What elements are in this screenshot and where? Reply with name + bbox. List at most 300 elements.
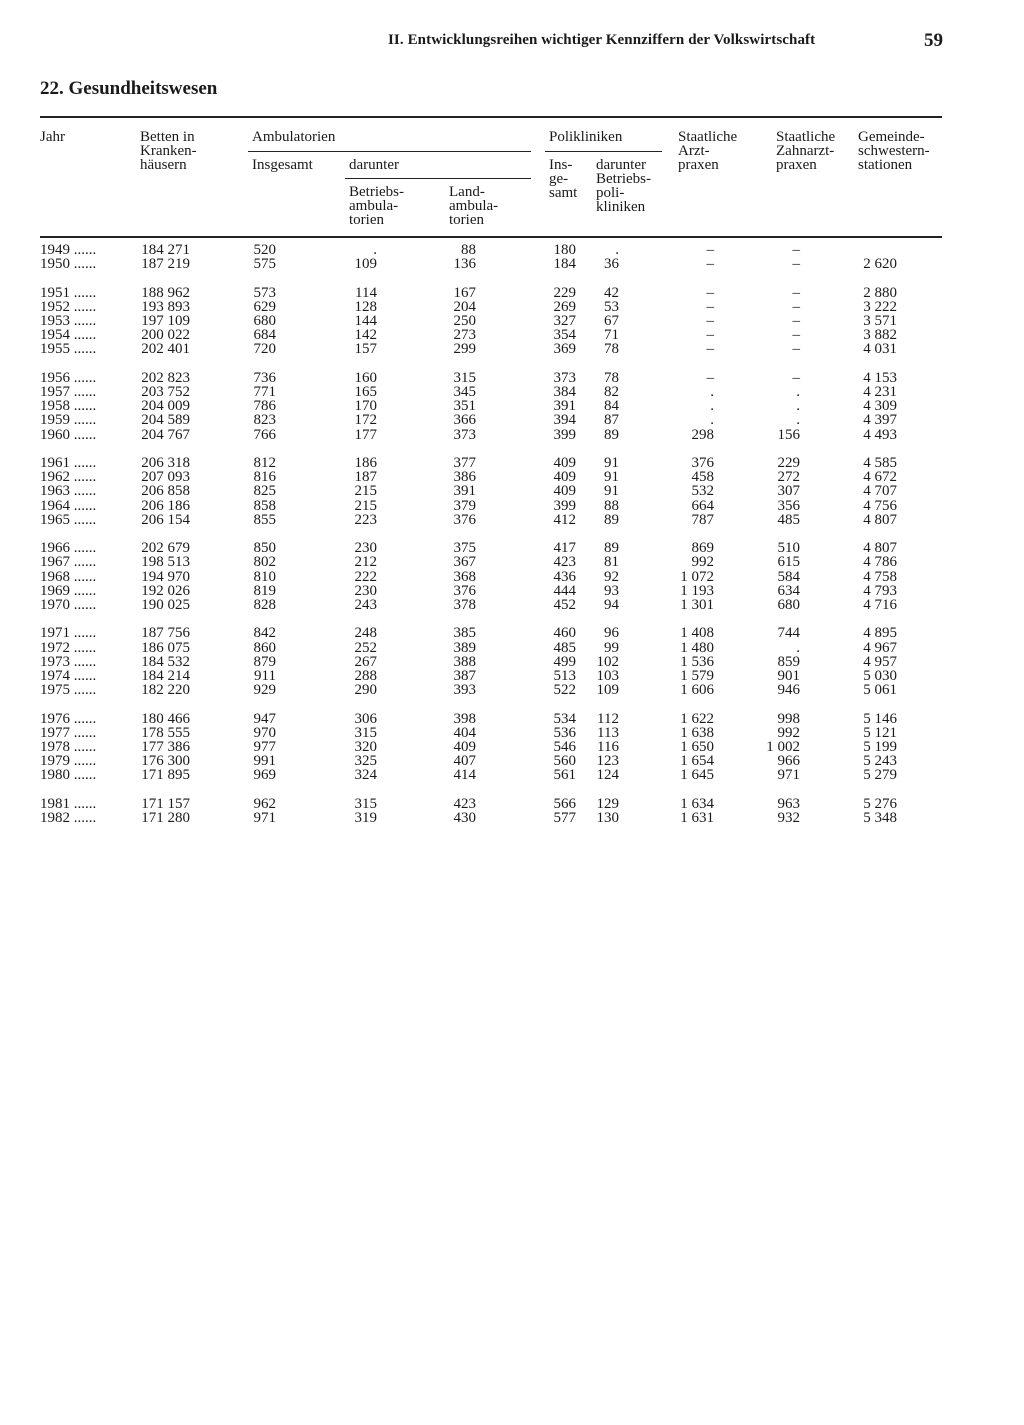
cell-year: 1957 ...... xyxy=(40,384,97,400)
cell-zahnarztpraxen: – xyxy=(792,284,800,301)
cell-betten: 171 280 xyxy=(141,810,190,826)
cell-ambulatorien: 819 xyxy=(253,582,276,599)
col-header-arztpraxen: Staatliche Arzt- praxen xyxy=(678,129,738,173)
cell-zahnarztpraxen: 485 xyxy=(777,511,800,528)
cell-polikliniken: 327 xyxy=(553,313,576,329)
cell-arztpraxen: 1 645 xyxy=(680,767,714,784)
cell-year: 1956 ...... xyxy=(40,369,97,386)
cell-arztpraxen: – xyxy=(706,242,714,258)
cell-betriebspolikliniken: 88 xyxy=(604,497,619,514)
cell-polikliniken: 560 xyxy=(553,753,576,770)
cell-zahnarztpraxen: 932 xyxy=(777,810,800,826)
cell-polikliniken: 561 xyxy=(553,767,576,784)
cell-betten: 204 589 xyxy=(141,412,190,429)
cell-gemeindeschwestern: 4 493 xyxy=(863,426,897,443)
cell-landambulatorien: 368 xyxy=(453,568,476,585)
cell-betriebspolikliniken: 93 xyxy=(604,582,619,599)
cell-polikliniken: 409 xyxy=(553,483,576,500)
cell-betriebsambulatorien: 248 xyxy=(354,625,377,642)
cell-betriebspolikliniken: 67 xyxy=(604,313,619,329)
cell-betriebspolikliniken: 89 xyxy=(604,540,619,557)
cell-gemeindeschwestern: 5 348 xyxy=(863,810,897,826)
cell-betriebspolikliniken: 53 xyxy=(604,298,619,315)
cell-betriebspolikliniken: 116 xyxy=(597,739,619,755)
cell-year: 1968 ...... xyxy=(40,568,97,585)
cell-betriebspolikliniken: 71 xyxy=(604,327,619,344)
table-row xyxy=(0,286,1024,300)
cell-betriebsambulatorien: 177 xyxy=(354,426,377,443)
cell-betten: 192 026 xyxy=(141,582,190,599)
cell-arztpraxen: – xyxy=(706,313,714,329)
cell-year: 1981 ...... xyxy=(40,795,97,812)
cell-landambulatorien: 388 xyxy=(453,653,476,670)
table-row xyxy=(0,811,1024,825)
cell-betriebspolikliniken: 91 xyxy=(604,455,619,471)
cell-gemeindeschwestern: 4 707 xyxy=(863,483,897,500)
cell-polikliniken: 354 xyxy=(553,327,576,344)
cell-ambulatorien: 575 xyxy=(253,256,276,273)
cell-betten: 202 823 xyxy=(141,369,190,386)
cell-polikliniken: 394 xyxy=(553,412,576,429)
table-row xyxy=(0,371,1024,385)
cell-gemeindeschwestern: 5 121 xyxy=(863,724,897,741)
cell-arztpraxen: 1 606 xyxy=(680,682,714,699)
cell-betriebsambulatorien: 315 xyxy=(354,795,377,812)
cell-zahnarztpraxen: 510 xyxy=(777,540,800,557)
table-row xyxy=(0,584,1024,598)
cell-landambulatorien: 376 xyxy=(453,582,476,599)
cell-polikliniken: 412 xyxy=(553,511,576,528)
cell-ambulatorien: 786 xyxy=(253,398,276,415)
cell-betten: 187 756 xyxy=(141,625,190,642)
cell-gemeindeschwestern: 4 786 xyxy=(863,554,897,571)
cell-gemeindeschwestern: 5 061 xyxy=(863,682,897,699)
table-row xyxy=(0,342,1024,356)
cell-zahnarztpraxen: – xyxy=(792,341,800,358)
cell-year: 1969 ...... xyxy=(40,582,97,599)
cell-zahnarztpraxen: 615 xyxy=(777,554,800,571)
cell-polikliniken: 369 xyxy=(553,341,576,358)
cell-landambulatorien: 414 xyxy=(453,767,476,784)
cell-betten: 184 532 xyxy=(141,653,190,670)
cell-betriebsambulatorien: 230 xyxy=(354,540,377,557)
cell-year: 1950 ...... xyxy=(40,256,97,273)
cell-betriebspolikliniken: 81 xyxy=(604,554,619,571)
cell-gemeindeschwestern: 4 309 xyxy=(863,398,897,415)
table-row xyxy=(0,641,1024,655)
cell-betriebspolikliniken: 129 xyxy=(596,795,619,812)
cell-betten: 198 513 xyxy=(141,554,190,571)
cell-polikliniken: 513 xyxy=(553,668,576,684)
cell-year: 1960 ...... xyxy=(40,426,97,443)
cell-betriebspolikliniken: 84 xyxy=(604,398,619,415)
cell-arztpraxen: . xyxy=(710,384,714,400)
cell-year: 1965 ...... xyxy=(40,511,97,528)
cell-polikliniken: 409 xyxy=(553,469,576,486)
cell-landambulatorien: 88 xyxy=(461,242,476,258)
table-row xyxy=(0,541,1024,555)
cell-arztpraxen: – xyxy=(706,341,714,358)
cell-ambulatorien: 828 xyxy=(253,597,276,613)
col-header-poli-insgesamt: Ins- ge- samt xyxy=(549,157,578,201)
cell-landambulatorien: 299 xyxy=(453,341,476,358)
cell-polikliniken: 180 xyxy=(553,242,576,258)
running-header xyxy=(0,32,1024,56)
cell-betriebsambulatorien: 315 xyxy=(354,724,377,741)
table-row xyxy=(0,484,1024,498)
cell-year: 1979 ...... xyxy=(40,753,97,770)
cell-gemeindeschwestern: 5 276 xyxy=(863,795,897,812)
cell-landambulatorien: 407 xyxy=(453,753,476,770)
cell-betriebspolikliniken: 96 xyxy=(604,625,619,642)
col-header-ambulatorien: Ambulatorien xyxy=(252,129,336,145)
cell-betten: 176 300 xyxy=(141,753,190,770)
cell-betriebspolikliniken: 82 xyxy=(604,384,619,400)
cell-arztpraxen: – xyxy=(706,298,714,315)
table-row xyxy=(0,257,1024,271)
cell-ambulatorien: 736 xyxy=(253,369,276,386)
cell-zahnarztpraxen: 156 xyxy=(777,426,800,443)
cell-arztpraxen: – xyxy=(706,284,714,301)
cell-betriebsambulatorien: 172 xyxy=(354,412,377,429)
cell-betriebspolikliniken: 102 xyxy=(596,653,619,670)
cell-betriebspolikliniken: 42 xyxy=(604,284,619,301)
cell-gemeindeschwestern: 4 807 xyxy=(863,540,897,557)
cell-zahnarztpraxen: 998 xyxy=(777,710,800,727)
cell-gemeindeschwestern: 2 880 xyxy=(863,284,897,301)
cell-betriebspolikliniken: 78 xyxy=(604,341,619,358)
cell-betriebspolikliniken: 89 xyxy=(604,511,619,528)
cell-gemeindeschwestern: 4 672 xyxy=(863,469,897,486)
cell-arztpraxen: 1 634 xyxy=(680,795,714,812)
col-header-amb-darunter: darunter xyxy=(349,157,399,173)
cell-ambulatorien: 991 xyxy=(253,753,276,770)
cell-landambulatorien: 391 xyxy=(453,483,476,500)
cell-arztpraxen: 1 638 xyxy=(680,724,714,741)
cell-polikliniken: 546 xyxy=(553,739,576,755)
table-row xyxy=(0,428,1024,442)
cell-betten: 171 157 xyxy=(141,795,190,812)
cell-ambulatorien: 971 xyxy=(253,810,276,826)
cell-polikliniken: 417 xyxy=(553,540,576,557)
cell-arztpraxen: 1 631 xyxy=(680,810,714,826)
cell-gemeindeschwestern: 5 243 xyxy=(863,753,897,770)
cell-ambulatorien: 810 xyxy=(253,568,276,585)
cell-arztpraxen: . xyxy=(710,412,714,429)
cell-arztpraxen: 1 654 xyxy=(680,753,714,770)
col-header-polikliniken: Polikliniken xyxy=(549,129,623,145)
cell-landambulatorien: 379 xyxy=(453,497,476,514)
cell-gemeindeschwestern: 5 199 xyxy=(863,739,897,755)
cell-ambulatorien: 680 xyxy=(253,313,276,329)
cell-polikliniken: 534 xyxy=(553,710,576,727)
col-header-betriebspolikliniken: darunter Betriebs- poli- kliniken xyxy=(596,157,651,215)
cell-betriebspolikliniken: . xyxy=(615,242,619,258)
cell-betriebsambulatorien: 165 xyxy=(354,384,377,400)
cell-ambulatorien: 929 xyxy=(253,682,276,699)
cell-arztpraxen: 532 xyxy=(691,483,714,500)
cell-arztpraxen: 458 xyxy=(691,469,714,486)
cell-ambulatorien: 977 xyxy=(253,739,276,755)
cell-landambulatorien: 404 xyxy=(453,724,476,741)
cell-year: 1961 ...... xyxy=(40,455,97,471)
cell-betriebspolikliniken: 123 xyxy=(596,753,619,770)
table-title: 22. Gesundheitswesen xyxy=(40,78,218,99)
cell-polikliniken: 522 xyxy=(553,682,576,699)
cell-betten: 178 555 xyxy=(141,724,190,741)
cell-zahnarztpraxen: 680 xyxy=(777,597,800,613)
cell-polikliniken: 499 xyxy=(553,653,576,670)
table-row xyxy=(0,726,1024,740)
cell-gemeindeschwestern: 4 153 xyxy=(863,369,897,386)
cell-arztpraxen: 1 301 xyxy=(680,597,714,613)
cell-gemeindeschwestern: 2 620 xyxy=(863,256,897,273)
running-header-text: II. Entwicklungsreihen wichtiger Kennziffern der Volkswirtschaft xyxy=(388,32,816,48)
cell-zahnarztpraxen: 992 xyxy=(777,724,800,741)
table-row xyxy=(0,712,1024,726)
table-row xyxy=(0,243,1024,257)
cell-gemeindeschwestern: 4 807 xyxy=(863,511,897,528)
cell-betten: 188 962 xyxy=(141,284,190,301)
cell-betten: 184 214 xyxy=(141,668,190,684)
cell-zahnarztpraxen: 901 xyxy=(777,668,800,684)
cell-betten: 182 220 xyxy=(141,682,190,699)
table-row xyxy=(0,385,1024,399)
cell-arztpraxen: 376 xyxy=(691,455,714,471)
cell-betriebsambulatorien: 215 xyxy=(354,483,377,500)
cell-gemeindeschwestern: 4 585 xyxy=(863,455,897,471)
col-header-jahr: Jahr xyxy=(40,129,65,145)
cell-year: 1963 ...... xyxy=(40,483,97,500)
table-row xyxy=(0,768,1024,782)
cell-betriebsambulatorien: . xyxy=(373,242,377,258)
cell-arztpraxen: – xyxy=(706,369,714,386)
cell-year: 1978 ...... xyxy=(40,739,97,755)
cell-betriebsambulatorien: 288 xyxy=(354,668,377,684)
cell-arztpraxen: 1 193 xyxy=(680,582,714,599)
cell-ambulatorien: 802 xyxy=(253,554,276,571)
table-row xyxy=(0,683,1024,697)
cell-ambulatorien: 855 xyxy=(253,511,276,528)
cell-betten: 200 022 xyxy=(141,327,190,344)
cell-zahnarztpraxen: – xyxy=(792,242,800,258)
cell-ambulatorien: 573 xyxy=(253,284,276,301)
cell-ambulatorien: 970 xyxy=(253,724,276,741)
cell-betten: 194 970 xyxy=(141,568,190,585)
cell-betten: 206 858 xyxy=(141,483,190,500)
cell-year: 1953 ...... xyxy=(40,313,97,329)
cell-year: 1974 ...... xyxy=(40,668,97,684)
cell-ambulatorien: 816 xyxy=(253,469,276,486)
cell-betriebspolikliniken: 87 xyxy=(604,412,619,429)
cell-betten: 203 752 xyxy=(141,384,190,400)
cell-landambulatorien: 375 xyxy=(453,540,476,557)
table-row xyxy=(0,399,1024,413)
cell-polikliniken: 485 xyxy=(553,639,576,656)
table-row xyxy=(0,655,1024,669)
cell-betriebsambulatorien: 320 xyxy=(354,739,377,755)
cell-betten: 206 318 xyxy=(141,455,190,471)
cell-ambulatorien: 969 xyxy=(253,767,276,784)
cell-arztpraxen: 664 xyxy=(691,497,714,514)
cell-arztpraxen: 1 579 xyxy=(680,668,714,684)
cell-ambulatorien: 766 xyxy=(253,426,276,443)
cell-ambulatorien: 520 xyxy=(253,242,276,258)
cell-landambulatorien: 398 xyxy=(453,710,476,727)
header-top-rule xyxy=(40,116,942,118)
cell-betriebsambulatorien: 157 xyxy=(354,341,377,358)
cell-betten: 202 401 xyxy=(141,341,190,358)
cell-landambulatorien: 136 xyxy=(453,256,476,273)
cell-arztpraxen: 1 622 xyxy=(680,710,714,727)
cell-polikliniken: 577 xyxy=(553,810,576,826)
cell-year: 1954 ...... xyxy=(40,327,97,344)
cell-betriebspolikliniken: 94 xyxy=(604,597,619,613)
cell-year: 1971 ...... xyxy=(40,625,97,642)
cell-landambulatorien: 385 xyxy=(453,625,476,642)
cell-betten: 187 219 xyxy=(141,256,190,273)
cell-betten: 193 893 xyxy=(141,298,190,315)
darunter-rule xyxy=(345,178,531,179)
cell-landambulatorien: 373 xyxy=(453,426,476,443)
cell-betriebspolikliniken: 89 xyxy=(604,426,619,443)
cell-zahnarztpraxen: 307 xyxy=(777,483,800,500)
cell-ambulatorien: 911 xyxy=(254,668,276,684)
cell-betriebspolikliniken: 112 xyxy=(597,710,619,727)
cell-zahnarztpraxen: – xyxy=(792,256,800,273)
cell-landambulatorien: 204 xyxy=(453,298,476,315)
table-row xyxy=(0,499,1024,513)
cell-betriebsambulatorien: 187 xyxy=(354,469,377,486)
cell-betriebspolikliniken: 91 xyxy=(604,483,619,500)
cell-betriebsambulatorien: 160 xyxy=(354,369,377,386)
cell-year: 1982 ...... xyxy=(40,810,97,826)
cell-betten: 204 767 xyxy=(141,426,190,443)
table-row xyxy=(0,669,1024,683)
cell-betriebspolikliniken: 103 xyxy=(596,668,619,684)
cell-betten: 206 154 xyxy=(141,511,190,528)
cell-betten: 171 895 xyxy=(141,767,190,784)
cell-zahnarztpraxen: – xyxy=(792,298,800,315)
cell-betriebsambulatorien: 109 xyxy=(354,256,377,273)
cell-betriebsambulatorien: 306 xyxy=(354,710,377,727)
ambulatorien-rule xyxy=(248,151,531,152)
table-row xyxy=(0,413,1024,427)
cell-zahnarztpraxen: 584 xyxy=(777,568,800,585)
table-row xyxy=(0,797,1024,811)
cell-gemeindeschwestern: 3 222 xyxy=(863,298,897,315)
cell-ambulatorien: 860 xyxy=(253,639,276,656)
cell-ambulatorien: 825 xyxy=(253,483,276,500)
cell-gemeindeschwestern: 4 758 xyxy=(863,568,897,585)
cell-ambulatorien: 850 xyxy=(253,540,276,557)
cell-zahnarztpraxen: 229 xyxy=(777,455,800,471)
cell-landambulatorien: 367 xyxy=(453,554,476,571)
cell-year: 1949 ...... xyxy=(40,242,97,258)
table-row xyxy=(0,513,1024,527)
page-number: 59 xyxy=(924,30,943,51)
cell-year: 1966 ...... xyxy=(40,540,97,557)
cell-betten: 197 109 xyxy=(141,313,190,329)
col-header-zahnarztpraxen: Staatliche Zahnarzt- praxen xyxy=(776,129,836,173)
cell-gemeindeschwestern: 5 279 xyxy=(863,767,897,784)
cell-betten: 186 075 xyxy=(141,639,190,656)
cell-gemeindeschwestern: 4 793 xyxy=(863,582,897,599)
cell-year: 1973 ...... xyxy=(40,653,97,670)
cell-ambulatorien: 858 xyxy=(253,497,276,514)
table-row xyxy=(0,470,1024,484)
cell-gemeindeschwestern: 3 882 xyxy=(863,327,897,344)
cell-ambulatorien: 962 xyxy=(253,795,276,812)
cell-betriebsambulatorien: 186 xyxy=(354,455,377,471)
cell-betriebspolikliniken: 124 xyxy=(596,767,619,784)
cell-betriebspolikliniken: 91 xyxy=(604,469,619,486)
cell-betriebspolikliniken: 78 xyxy=(604,369,619,386)
cell-ambulatorien: 771 xyxy=(253,384,276,400)
table-row xyxy=(0,570,1024,584)
cell-betriebsambulatorien: 222 xyxy=(354,568,377,585)
cell-gemeindeschwestern: 4 895 xyxy=(863,625,897,642)
cell-year: 1962 ...... xyxy=(40,469,97,486)
cell-ambulatorien: 823 xyxy=(253,412,276,429)
cell-year: 1955 ...... xyxy=(40,341,97,358)
cell-polikliniken: 184 xyxy=(553,256,576,273)
table-row xyxy=(0,328,1024,342)
table-row xyxy=(0,740,1024,754)
table-row xyxy=(0,300,1024,314)
cell-betriebspolikliniken: 99 xyxy=(604,639,619,656)
cell-zahnarztpraxen: – xyxy=(792,313,800,329)
cell-landambulatorien: 430 xyxy=(453,810,476,826)
cell-betten: 204 009 xyxy=(141,398,190,415)
col-header-betten: Betten in Kranken- häusern xyxy=(140,129,197,173)
cell-betriebsambulatorien: 142 xyxy=(354,327,377,344)
cell-zahnarztpraxen: 859 xyxy=(777,653,800,670)
cell-arztpraxen: 992 xyxy=(691,554,714,571)
cell-landambulatorien: 409 xyxy=(453,739,476,755)
cell-year: 1980 ...... xyxy=(40,767,97,784)
cell-polikliniken: 452 xyxy=(553,597,576,613)
cell-year: 1975 ...... xyxy=(40,682,97,699)
cell-ambulatorien: 629 xyxy=(253,298,276,315)
cell-arztpraxen: 787 xyxy=(691,511,714,528)
cell-betriebsambulatorien: 230 xyxy=(354,582,377,599)
cell-polikliniken: 409 xyxy=(553,455,576,471)
cell-landambulatorien: 387 xyxy=(453,668,476,684)
cell-landambulatorien: 393 xyxy=(453,682,476,699)
header-bottom-rule xyxy=(40,236,942,238)
cell-zahnarztpraxen: 966 xyxy=(777,753,800,770)
cell-polikliniken: 229 xyxy=(553,284,576,301)
cell-gemeindeschwestern: 4 756 xyxy=(863,497,897,514)
cell-zahnarztpraxen: . xyxy=(796,398,800,415)
col-header-amb-insgesamt: Insgesamt xyxy=(252,157,313,173)
cell-polikliniken: 269 xyxy=(553,298,576,315)
col-header-betriebsambulatorien: Betriebs- ambula- torien xyxy=(349,184,404,228)
cell-betten: 177 386 xyxy=(141,739,190,755)
col-header-landambulatorien: Land- ambula- torien xyxy=(449,184,499,228)
cell-gemeindeschwestern: 5 146 xyxy=(863,710,897,727)
cell-year: 1959 ...... xyxy=(40,412,97,429)
cell-betriebsambulatorien: 212 xyxy=(354,554,377,571)
cell-arztpraxen: – xyxy=(706,256,714,273)
cell-polikliniken: 423 xyxy=(553,554,576,571)
cell-zahnarztpraxen: 1 002 xyxy=(766,739,800,755)
cell-gemeindeschwestern: 4 031 xyxy=(863,341,897,358)
cell-ambulatorien: 684 xyxy=(253,327,276,344)
cell-zahnarztpraxen: . xyxy=(796,412,800,429)
cell-zahnarztpraxen: 634 xyxy=(777,582,800,599)
